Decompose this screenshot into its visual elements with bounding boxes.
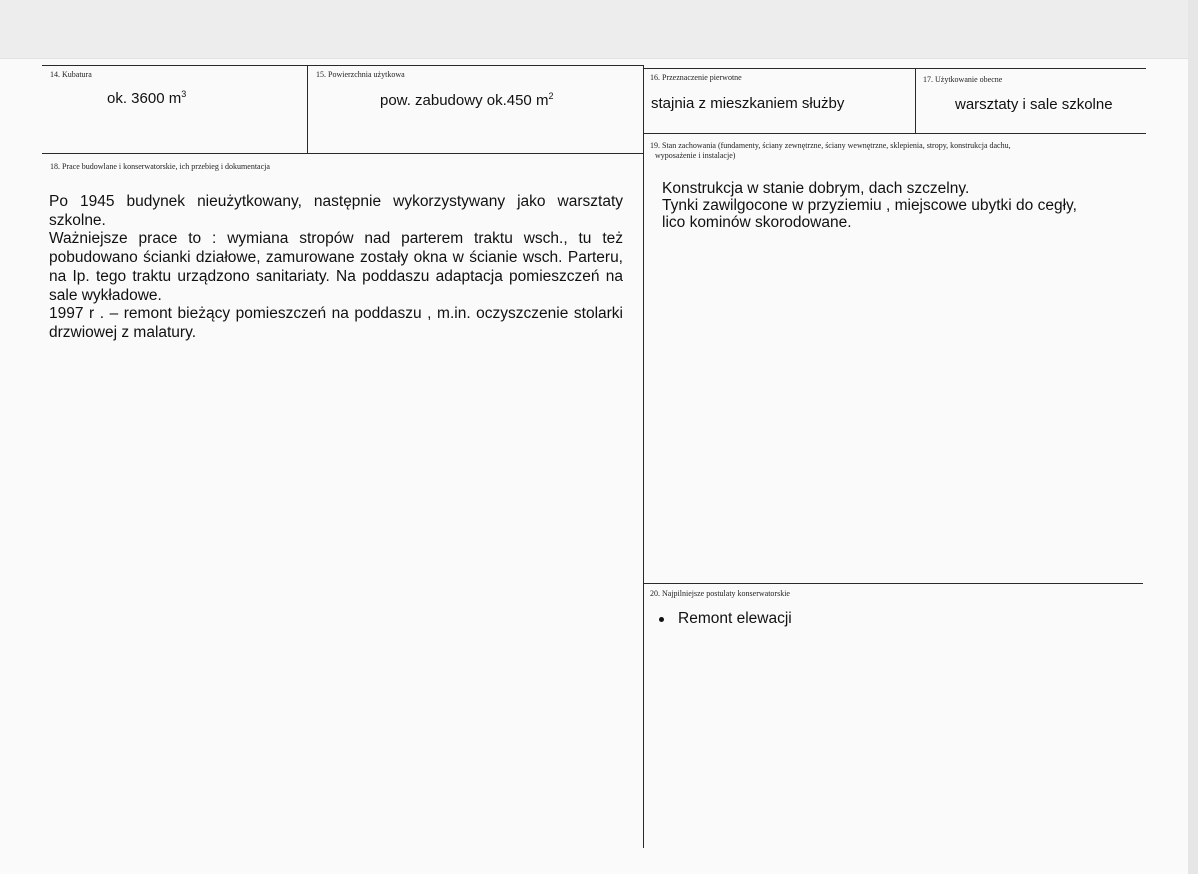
- divider-16-17: [915, 68, 916, 133]
- field-19-text: [662, 180, 1142, 231]
- field-19-line: Tynki zawilgocone w przyziemiu , miejscowe ubytki do cegły,: [662, 197, 1077, 214]
- field-18-paragraph: 1997 r . – remont bieżący pomieszczeń na poddaszu , m.in. oczyszczenie stolarki drzwiowej z malatury.: [49, 305, 623, 341]
- field-20-list: [659, 610, 792, 628]
- field-20-label: 20. Najpilniejsze postulaty konserwatorskie: [650, 589, 790, 598]
- row1-top-line-right: [643, 68, 1146, 69]
- scan-top-band: [0, 0, 1198, 58]
- row1-bottom-line-right: [643, 133, 1146, 134]
- field-18-text: [49, 193, 623, 343]
- field-17-label: 17. Użytkowanie obecne: [923, 75, 1003, 84]
- field-15-label: 15. Powierzchnia użytkowa: [316, 70, 405, 79]
- field-18-label: 18. Prace budowlane i konserwatorskie, ich przebieg i dokumentacja: [50, 162, 270, 171]
- divider-14-15: [307, 65, 308, 153]
- field-16-value: stajnia z mieszkaniem służby: [651, 95, 845, 112]
- row1-bottom-line-left: [42, 153, 643, 154]
- bullet-icon: [659, 617, 664, 622]
- field-19-label: 19. Stan zachowania (fundamenty, ściany zewnętrzne, ściany wewnętrzne, sklepienia, stropy, konstrukcja dachu,: [650, 141, 1011, 150]
- section-20-top-line: [643, 583, 1143, 584]
- scan-right-edge: [1188, 0, 1198, 874]
- scan-top-edge: [0, 58, 1198, 59]
- field-14-value: ok. 3600 $m^3$: [107, 89, 187, 107]
- main-center-divider: [643, 65, 644, 848]
- list-item: [659, 610, 792, 628]
- field-18-paragraph: Ważniejsze prace to : wymiana stropów nad parterem traktu wsch., tu też pobudowano ścianki działowe, zamurowane zostały okna w ścianie wsch. Parteru, na Ip. tego traktu urządzono sanitariaty. Na poddaszu adaptacja pomieszczeń na sale wykładowe.: [49, 230, 623, 304]
- field-15-value: pow. zabudowy ok.450 $m^2$: [380, 91, 554, 109]
- list-item-text: Remont elewacji: [678, 610, 792, 627]
- field-14-label: 14. Kubatura: [50, 70, 92, 79]
- row1-top-line-left: [42, 65, 643, 66]
- field-19-line: lico kominów skorodowane.: [662, 214, 852, 231]
- field-17-value: warsztaty i sale szkolne: [955, 96, 1113, 113]
- field-19-label-cont: wyposażenie i instalacje): [655, 151, 736, 160]
- field-18-paragraph: Po 1945 budynek nieużytkowany, następnie wykorzystywany jako warsztaty szkolne.: [49, 193, 623, 229]
- field-16-label: 16. Przeznaczenie pierwotne: [650, 73, 742, 82]
- field-19-line: Konstrukcja w stanie dobrym, dach szczelny.: [662, 180, 970, 197]
